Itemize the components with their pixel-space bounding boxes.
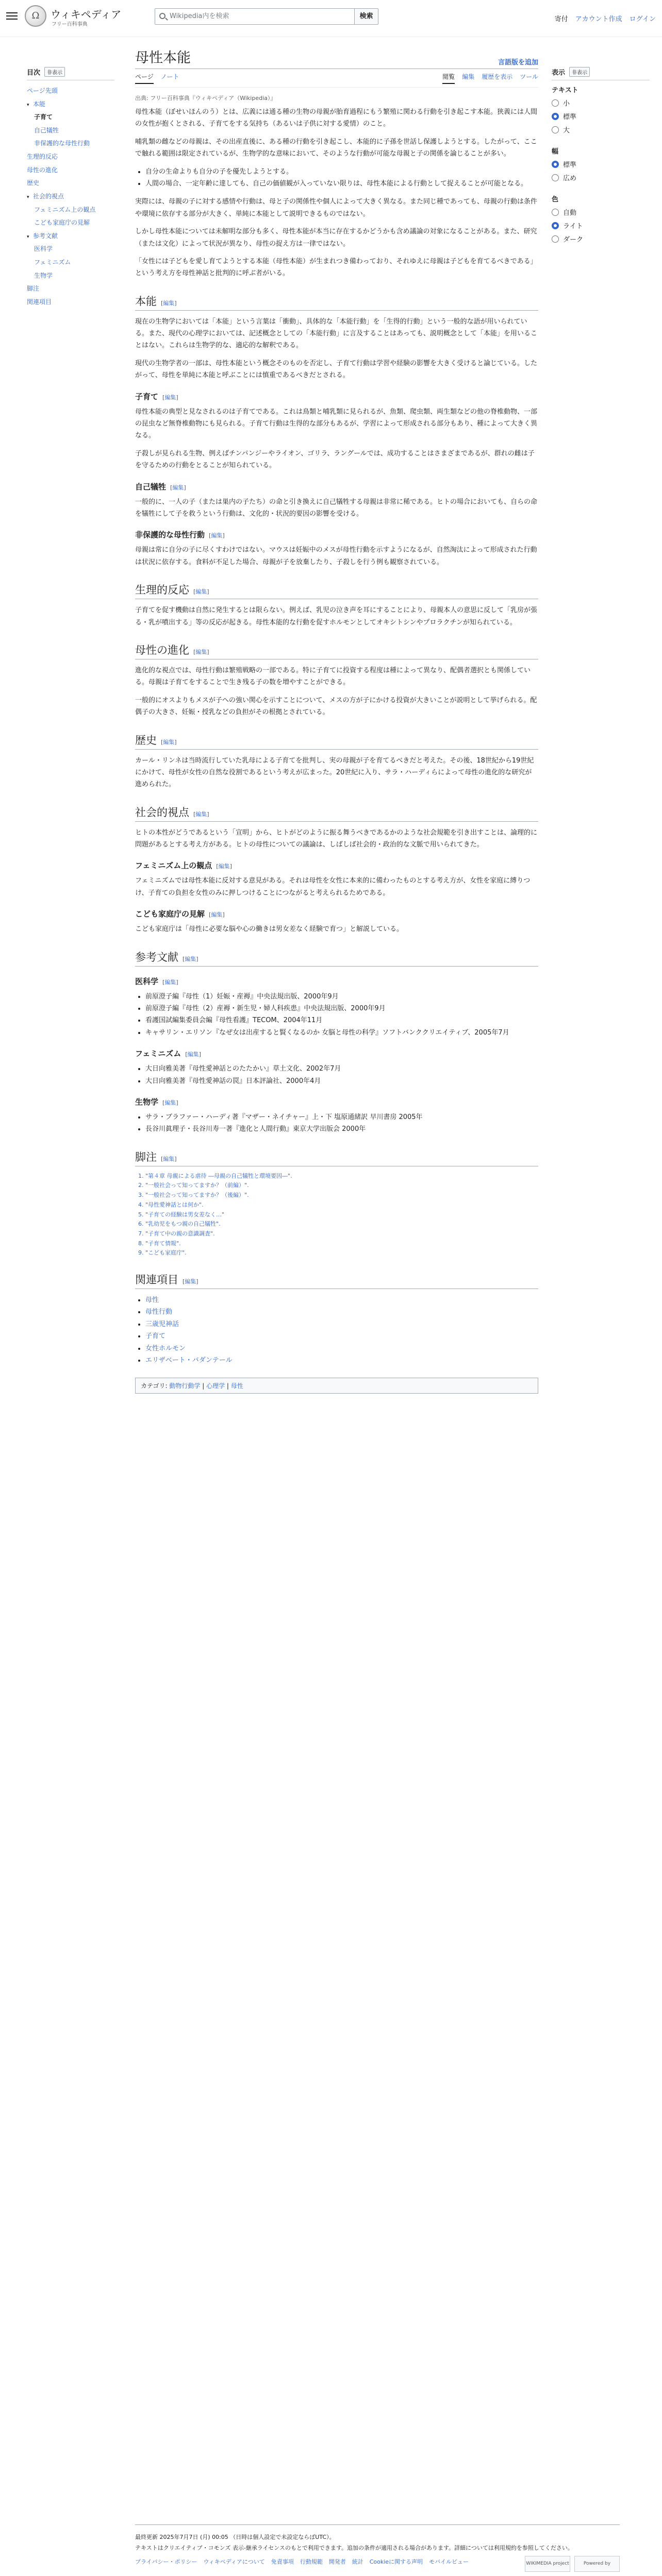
text-size-group [552, 84, 650, 134]
radio-label: ライト [563, 223, 583, 230]
edit-link[interactable]: 編集 [185, 955, 196, 962]
toc-item-label: 歴史 [27, 179, 40, 187]
tab-1[interactable]: ノート [160, 73, 179, 80]
intro-paragraph: 哺乳類の雌などの母親は、その出産直後に、ある種の行動を引き起こし、本能的に子孫を世話し保護しようとする。したがって、ここで触れる範囲は限定されているが、生物学的な意味において、そのような行動が可能な母親と子の関係を論じることが多い。 [135, 138, 537, 158]
reference-item: • キャサリン・エリソン『なぜ女は出産すると賢くなるのか 女脳と母性の科学』ソフトバンククリエイティブ、2005年7月 [145, 1027, 538, 1039]
edit-link[interactable]: 編集 [185, 1278, 196, 1285]
footer-link[interactable]: 開発者 [328, 2558, 346, 2566]
edit-link[interactable]: 編集 [164, 978, 176, 986]
radio-button[interactable] [552, 209, 559, 216]
page-tabs [135, 72, 538, 88]
section-heading: 関連項目 [編集] [135, 1272, 538, 1289]
toc-item-label: 参考文献 [33, 232, 58, 240]
toc-header [27, 67, 114, 80]
footer-badge[interactable]: Powered by [574, 2556, 620, 2572]
footer-badges [525, 2556, 620, 2572]
toc-item-label: 子育て [34, 113, 53, 121]
related-item [145, 1306, 538, 1318]
toc-item-label: フェミニズム [34, 259, 71, 266]
section-heading: 脚注 [編集] [135, 1149, 538, 1166]
toc-item-label: 関連項目 [27, 298, 52, 306]
paragraph: 子育てを促す機動は自然に発生するとは限らない。例えば、乳児の泣き声を耳にすることにより、母親本人の意思に反して「乳房が張る・乳が噴出する」等の反応が起きる。母性本能的な行動を促すホルモンとしてオキシトシンやプロラクチンが知られている。 [135, 606, 538, 626]
footer-link[interactable]: 行動規範 [300, 2558, 323, 2566]
reference-list [145, 1111, 538, 1136]
toc-item[interactable] [27, 216, 114, 230]
footnote-item[interactable]: 8. "子育て情報". [145, 1239, 538, 1249]
paragraph: 母性本能の典型と見なされるのは子育てである。これは鳥類と哺乳類に見られるが、魚類、爬虫類、両生類などの他の脊椎動物、一部の昆虫など無脊椎動物にも見られる。子育て行動は生得的な部分もあるが、学習によって形成される部分もあり、種によって大きく異なる。 [135, 408, 538, 440]
toc-item[interactable] [27, 204, 114, 217]
related-link[interactable]: 母性行動 [145, 1308, 173, 1316]
footnote-item[interactable]: 9. "こども家庭庁". [145, 1248, 538, 1258]
section-heading: 社会的視点 [編集] [135, 804, 538, 822]
subsection-heading: フェミニズム [編集] [135, 1049, 201, 1059]
toc-item[interactable] [27, 84, 114, 98]
edit-link[interactable]: 編集 [187, 1051, 199, 1058]
appearance-header [552, 67, 650, 80]
wikipedia-logo[interactable]: Ω [25, 5, 46, 27]
footnote-item[interactable]: 5. "子育ての経験は男女差なく…" [145, 1210, 538, 1220]
paragraph: 進化的な視点では、母性行動は繁殖戦略の一部である。特に子育てに投資する程度は種によって異なり、配偶者選択とも関係している。母親は子育てをすることで生き残る子の数を増やすことができる。 [135, 666, 531, 687]
paragraph: カール・リンネは当時流行していた乳母による子育てを批判し、実の母親が子を育てるべきだと考えた。その後、18世紀から19世紀にかけて、母性が女性の自然な役割であるという考えが広まった。20世紀に入り、サラ・ハーディらによって母性の進化的な研究が進められた。 [135, 756, 534, 789]
edit-link[interactable]: 編集 [211, 532, 223, 539]
radio-option[interactable] [552, 234, 650, 244]
radio-option[interactable] [552, 221, 650, 230]
footnote-item[interactable]: 3. "一般社会って知ってますか？（後編）". [145, 1191, 538, 1200]
paragraph: 母親は常に自分の子に尽くすわけではない。マウスは妊娠中のメスが母性行動を示すようになるが、自然淘汰によって形成された行動は状況に依存する。食料が不足した場合、母親が子を放棄したり、子殺しを行う例も観察されている。 [135, 546, 537, 566]
subsection-heading: フェミニズム上の観点 [編集] [135, 861, 232, 871]
footnote-list [145, 1172, 538, 1258]
toc-item[interactable] [27, 230, 114, 243]
section-heading: 生理的反応 [編集] [135, 582, 538, 599]
edit-link[interactable]: 編集 [195, 810, 207, 818]
list-item: • 人間の場合、一定年齢に達しても、自己の価値観が入っていない限りは、母性本能による行動として捉えることが可能となる。 [145, 178, 538, 190]
section-heading: 歴史 [編集] [135, 732, 538, 750]
related-list [145, 1294, 538, 1366]
radio-button[interactable] [552, 174, 559, 181]
edit-link[interactable]: 編集 [163, 1155, 175, 1162]
toc-item[interactable] [27, 98, 114, 111]
radio-option[interactable] [552, 159, 650, 169]
reference-item: • 看護国試編集委員会編『母性看護』TECOM、2004年11月 [145, 1014, 538, 1026]
toc-item-label: こども家庭庁の見解 [34, 219, 90, 227]
toc-item[interactable] [27, 256, 114, 269]
edit-link[interactable]: 編集 [164, 394, 176, 401]
reference-item: • 大日向雅美著『母性愛神話の罠』日本評論社、2000年4月 [145, 1075, 538, 1087]
toc-item[interactable] [27, 190, 114, 204]
paragraph: こども家庭庁は「母性に必要な脳や心の働きは男女差なく経験で育つ」と解説している。 [135, 925, 404, 934]
footnote-item[interactable]: 4. "母性愛神話とは何か". [145, 1200, 538, 1210]
radio-button[interactable] [552, 113, 559, 120]
toc-title: 目次 [27, 69, 41, 77]
footer-link[interactable]: 統計 [352, 2558, 363, 2566]
radio-button[interactable] [552, 235, 559, 243]
footer-link[interactable]: Cookieに関する声明 [369, 2558, 423, 2566]
search-icon [159, 13, 166, 19]
radio-button[interactable] [552, 222, 559, 229]
footnote-item[interactable]: 6. "乳幼児をもつ親の自己犠牲". [145, 1219, 538, 1229]
footnote-item[interactable]: 2. "一般社会って知ってますか？（前編）". [145, 1181, 538, 1191]
section-heading: 参考文献 [編集] [135, 949, 538, 967]
related-item [145, 1330, 538, 1342]
page-title: 母性本能 [135, 50, 191, 66]
related-link[interactable]: 子育て [145, 1332, 166, 1341]
toc-item-label: 本能 [33, 100, 46, 108]
intro-paragraph: 実際には、母親の子に対する感情や行動は、母と子の関係性や個人によって大きく異なる。また同じ種であっても、母親の行動は条件や環境に依存する部分が大きく、単純に本能として説明できるものではない。 [135, 198, 537, 218]
related-item [145, 1354, 538, 1366]
footer-link[interactable]: モバイルビュー [429, 2558, 469, 2566]
subsection-heading: こども家庭庁の見解 [編集] [135, 909, 225, 919]
reference-list [145, 991, 538, 1039]
paragraph: 子殺しが見られる生物、例えばチンパンジーやライオン、ゴリラ、ラングールでは、成功することはさまざまであるが、群れの雌は子を守るための行動をとることが知られている。 [135, 449, 535, 470]
related-link[interactable]: エリザベート・バダンテール [145, 1356, 233, 1364]
appearance-panel [552, 67, 650, 255]
radio-option[interactable] [552, 111, 650, 121]
radio-option[interactable] [552, 207, 650, 217]
radio-label: ダーク [563, 236, 584, 244]
radio-option[interactable] [552, 125, 650, 134]
related-item [145, 1343, 538, 1354]
toc-item[interactable] [27, 150, 114, 164]
reference-item: • サラ・ブラファー・ハーディ著『マザー・ネイチャー』上・下 塩原通緒訳 早川書房 2005年 [145, 1111, 538, 1123]
paragraph: フェミニズムでは母性本能に反対する意見がある。それは母性を女性に本来的に備わったものとする考え方が、女性を家庭に縛りつけ、子育ての負担を女性のみに押しつけることにつながると考えられるためである。 [135, 877, 531, 897]
radio-label: 標準 [563, 161, 577, 169]
tagline: フリー百科事典 [52, 22, 88, 27]
related-link[interactable]: 母性 [145, 1296, 159, 1304]
intro-list [145, 166, 538, 190]
tab-action-1[interactable]: 編集 [462, 73, 475, 80]
reference-item: • 長谷川眞理子・長谷川寿一著『進化と人間行動』東京大学出版会 2000年 [145, 1123, 538, 1135]
intro-paragraph: しかし母性本能については未解明な部分も多く、母性本能が本当に存在するかどうかも含め議論の対象になることがある。また、研究（または文化）によって状況が異なり、母性の捉え方は一律ではない。 [135, 228, 537, 248]
edit-link[interactable]: 編集 [172, 484, 184, 491]
paragraph: 一般的にオスよりもメスが子への強い関心を示すことについて、メスの方が子にかける投資が大きいことが説明として挙げられる。配偶子の大きさ、妊娠・授乳などの負担がその根拠とされている。 [135, 696, 537, 717]
user-nav [555, 13, 656, 23]
radio-option[interactable] [552, 173, 650, 182]
footer-link[interactable]: 免責事項 [271, 2558, 294, 2566]
related-link[interactable]: 三歳児神話 [145, 1320, 179, 1328]
toggle-icon[interactable]: ▾ [27, 102, 29, 108]
subsection-heading: 自己犠牲 [編集] [135, 482, 186, 492]
toc-item-label: 生物学 [34, 272, 53, 279]
intro-paragraph: 母性本能（ぼせいほんのう）とは、広義には通る種の生物の母親が胎育過程にもう繁殖に関わる行動を引き起こす本能。狭義には人間の女性が抱くとされる、子育てをする気持ち（あるいは子供に対する愛情）のこと。 [135, 108, 538, 128]
edit-link[interactable]: 編集 [163, 299, 175, 307]
text-size-label: テキスト [552, 87, 578, 94]
reference-item: • 前原澄子編『母性（1）妊娠・産褥』中央法規出版、2000年9月 [145, 991, 538, 1003]
toc-item-label: 脚注 [27, 285, 40, 293]
toc-item[interactable] [27, 137, 114, 150]
category-link[interactable]: 動物行動学 [169, 1382, 201, 1390]
toggle-icon[interactable]: ▾ [27, 194, 29, 200]
edit-link[interactable]: 編集 [218, 863, 230, 870]
toc-hide-button[interactable]: 非表示 [44, 67, 65, 77]
toggle-icon[interactable]: ▾ [27, 234, 29, 240]
edit-link[interactable]: 編集 [211, 911, 223, 919]
search-form [155, 8, 378, 25]
paragraph: ヒトの本性がどうであるという「宣明」から、ヒトがどのように振る舞うべきであるかのような社会規範を引き出すことは、論理的に問題があるとする考え方がある。ヒトの母性についての議論は、しばしば社会的・政治的な文脈で用いられてきた。 [135, 828, 538, 849]
subsection-heading: 生物学 [編集] [135, 1097, 178, 1107]
radio-button[interactable] [552, 99, 559, 107]
footnote-item[interactable]: 7. "子育て中の親の意識調査". [145, 1229, 538, 1239]
user-link[interactable]: 寄付 [554, 15, 568, 23]
edit-link[interactable]: 編集 [195, 588, 207, 596]
footnote-item[interactable]: 1. "第４章 母親による虐待 ―母親の自己犠牲と環境要因―". [145, 1172, 538, 1181]
footer-badge[interactable]: WIKIMEDIA project [525, 2556, 570, 2572]
site-header [0, 0, 662, 37]
color-group [552, 194, 650, 244]
category-link[interactable]: 心理学 [206, 1382, 225, 1390]
radio-label: 自動 [563, 209, 577, 217]
user-link[interactable]: アカウント作成 [575, 15, 622, 23]
radio-label: 大 [563, 127, 570, 134]
main-content [135, 41, 538, 1394]
tab-action-2[interactable]: 履歴を表示 [482, 73, 513, 80]
section-heading: 本能 [編集] [135, 293, 538, 311]
radio-label: 標準 [563, 113, 577, 121]
width-label: 幅 [552, 148, 559, 156]
toc-item-label: 社会的視点 [33, 192, 64, 200]
edit-link[interactable]: 編集 [163, 738, 175, 745]
related-item [145, 1318, 538, 1330]
section-heading: 母性の進化 [編集] [135, 642, 538, 659]
subsection-heading: 非保護的な母性行動 [編集] [135, 530, 225, 540]
reference-item: • 大日向雅美著『母性愛神話とのたたかい』草土文化、2002年7月 [145, 1063, 538, 1075]
category-box: カテゴリ: 動物行動学 | 心理学 | 母性 [135, 1378, 538, 1394]
toc-item[interactable] [27, 164, 114, 177]
language-button[interactable]: 言語版を追加 [498, 59, 538, 66]
radio-label: 広め [563, 175, 577, 182]
tab-action-3[interactable]: ツール [520, 73, 538, 80]
toc-item[interactable] [27, 282, 114, 296]
toc-item-label: 自己犠牲 [34, 126, 59, 134]
license-text: テキストはクリエイティブ・コモンズ 表示-継承ライセンスのもとで利用できます。追加の条件が適用される場合があります。詳細については利用規約を参照してください。 [135, 2544, 573, 2551]
page-footer [135, 2524, 620, 2566]
radio-label: 小 [563, 100, 570, 108]
edit-link[interactable]: 編集 [164, 1099, 176, 1106]
related-item [145, 1294, 538, 1306]
appearance-title: 表示 [552, 69, 566, 77]
toc-item-label: ページ先頭 [27, 87, 58, 94]
reference-item: • 前原澄子編『母性（2）産褥・新生児・婦人科疾患』中央法規出版、2000年9月 [145, 1003, 538, 1014]
edit-link[interactable]: 編集 [195, 648, 207, 655]
color-label: 色 [552, 196, 559, 204]
list-item: • 自分の生命よりも自分の子を優先しようとする。 [145, 166, 538, 178]
paragraph: 現在の生物学においては「本能」という言葉は「衝動」、具体的な「本能行動」を「生得的行動」という一般的な語が用いられている。また、現代の心理学においては、記述概念としての「本能行動」に言及することはあっても、説明概念として「本能」を用いることはない。これらは生物学的な、適応的な解釈である。 [135, 317, 537, 350]
toc-item-label: 生理的反応 [27, 153, 58, 161]
toc-item-label: フェミニズム上の観点 [34, 206, 96, 213]
footer-link[interactable]: プライバシー・ポリシー [135, 2558, 197, 2566]
paragraph: 一般的に、一人の子（または巣内の子たち）の命と引き換えに自己犠牲する母親は非常に稀である。ヒトの場合においても、自らの命を犠牲にして子を救うという行動は、文化的・状況的要因の影響を受ける。 [135, 498, 538, 518]
toc-item[interactable] [27, 296, 114, 309]
width-group [552, 146, 650, 182]
toc-item-label: 医科学 [34, 245, 53, 253]
paragraph: 現代の生物学者の一部は、母性本能という概念そのものを否定し、子育て行動は学習や経験の影響を大きく受けると論じている。したがって、母性を単純に本能と呼ぶことには慎重であるべきだとされる。 [135, 359, 538, 380]
user-link[interactable]: ログイン [629, 15, 656, 23]
tab-0[interactable]: ページ [135, 72, 154, 84]
main-menu-icon[interactable] [6, 10, 18, 20]
footer-link[interactable]: ウィキペディアについて [203, 2558, 265, 2566]
toc-sidebar [27, 67, 114, 309]
radio-button[interactable] [552, 161, 559, 168]
toc-list [27, 84, 114, 309]
article-body [135, 106, 538, 1394]
toc-item[interactable] [27, 243, 114, 256]
site-sub: 出典: フリー百科事典『ウィキペディア（Wikipedia）』 [135, 95, 276, 101]
last-modified: 最終更新 2025年7月7日 (月) 00:05 （日時は個人設定で未設定ならばUTC）。 [135, 2534, 335, 2540]
radio-button[interactable] [552, 126, 559, 133]
subsection-heading: 医科学 [編集] [135, 976, 178, 986]
appearance-hide-button[interactable]: 非表示 [569, 67, 590, 77]
toc-item[interactable] [27, 177, 114, 190]
radio-option[interactable] [552, 98, 650, 108]
category-label: カテゴリ [141, 1382, 166, 1390]
toc-item-label: 母性の進化 [27, 166, 58, 174]
toc-item-label: 非保護的な母性行動 [34, 140, 90, 147]
toc-item[interactable] [27, 124, 114, 138]
subsection-heading: 子育て [編集] [135, 392, 178, 401]
toc-item[interactable] [27, 269, 114, 283]
search-input[interactable]: Wikipedia内を検索 [155, 8, 355, 25]
toc-item[interactable] [27, 111, 114, 124]
reference-list [145, 1063, 538, 1087]
category-link[interactable]: 母性 [230, 1382, 243, 1390]
quote-paragraph: 「女性には子どもを愛し育てようとする本能（母性本能）が生まれつき備わっており、それゆえに母親は子どもを育てるべきである」という考え方を母性神話と批判的に呼ぶ者がいる。 [135, 257, 537, 278]
title-row [135, 41, 538, 69]
search-button[interactable]: 検索 [355, 8, 378, 25]
related-link[interactable]: 女性ホルモン [145, 1344, 186, 1352]
tab-action-0[interactable]: 閲覧 [442, 72, 455, 84]
wordmark[interactable]: ウィキペディア [51, 8, 122, 21]
